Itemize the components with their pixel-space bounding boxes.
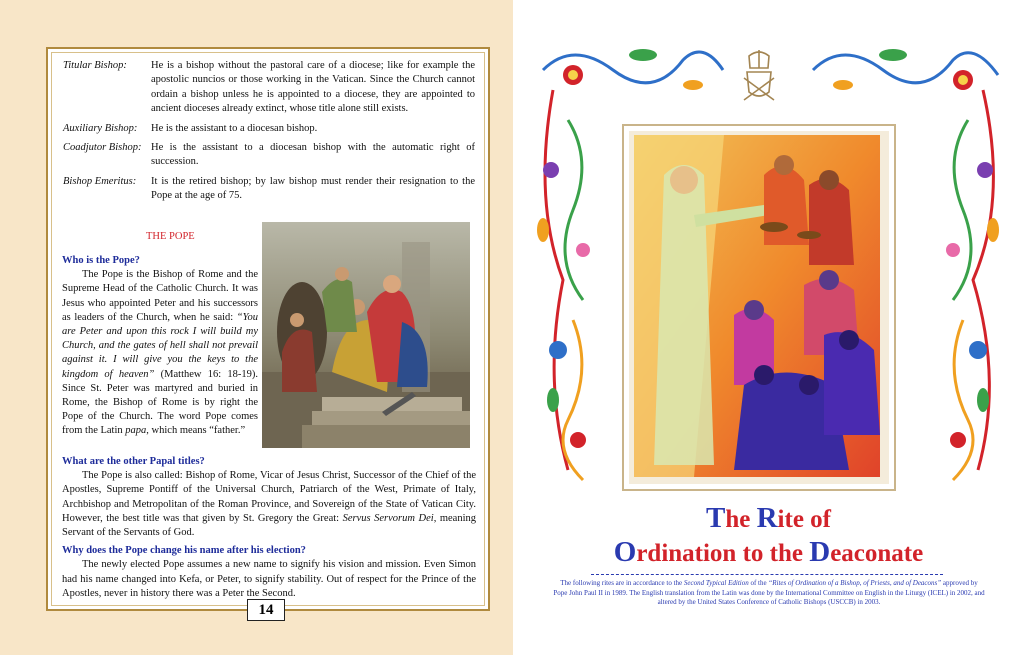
definition-row — [63, 59, 475, 117]
text-run: The following rites are in accordance to the — [560, 579, 684, 587]
definition-term: Auxiliary Bishop: — [63, 122, 138, 134]
dashed-divider — [591, 574, 943, 575]
papal-titles-paragraph — [62, 469, 476, 540]
title-initial: R — [756, 502, 778, 534]
definition-text: He is the assistant to a diocesan bishop with the automatic right of succession. — [151, 142, 475, 168]
title-text: eaconate — [830, 540, 924, 567]
who-is-pope-title: Who is the Pope? — [62, 255, 140, 266]
papal-coat-of-arms — [734, 48, 784, 106]
name-change-title: Why does the Pope change his name after his election? — [62, 545, 306, 557]
definition-term: Bishop Emeritus: — [63, 175, 137, 187]
title-text: ite of — [777, 506, 831, 533]
text-run: The Pope is also called: Bishop of Rome, Vicar of Jesus Christ, Successor of the Chief of the Apostles, Supreme Pontiff of the Universal Church, Patriarch of the West, Primate of Italy, Archbishop and Metropolitan of the Roman Province, and Sovereign of the State of Vatican City. However, the best title was that given by St. Gregory the Great: — [62, 470, 476, 524]
who-is-pope-section — [62, 254, 258, 439]
text-run: , meaning Servant of the Servants of God. — [62, 512, 477, 539]
text-run-italic: “Rites of Ordination of a Bishop, of Priests, and of Deacons” — [768, 579, 942, 587]
intro-note — [553, 579, 985, 608]
name-change-paragraph: The newly elected Pope assumes a new name to signify his vision and mission. Even Simon had his name changed into Kefa, or Peter, to signify stability. Out of respect for the Prince of the Apostles, never in history there was a Peter the Second. — [62, 559, 476, 599]
definition-text: It is the retired bishop; by law bishop must render their resignation to the Pope at the age of 75. — [151, 175, 475, 202]
title-text: rdination to the — [636, 540, 810, 567]
latin-phrase: Servus Servorum Dei — [342, 512, 434, 524]
text-run: The Pope is the Bishop of Rome and the Supreme Head of the Catholic Church. It was Jesus who appointed Peter and his successors as leaders of the Church, when he said: — [62, 269, 258, 323]
definition-text: He is the assistant to a diocesan bishop. — [151, 122, 318, 134]
jesus-and-disciples-illustration — [634, 135, 880, 477]
right-page — [513, 0, 1024, 655]
page-number: 14 — [247, 599, 285, 621]
title-initial: O — [613, 536, 637, 568]
rite-title-line-1 — [513, 502, 1024, 535]
painting-keys-to-peter — [262, 222, 470, 448]
text-run: (Matthew 16: 18-19). Since St. Peter was martyred and buried in Rome, the Bishop of Rome is by right the Pope of the Church. The word Pope comes from the Latin — [62, 368, 259, 437]
rite-title-line-2 — [513, 536, 1024, 569]
pope-heading: THE POPE — [146, 231, 195, 242]
papal-titles-title: What are the other Papal titles? — [62, 456, 205, 467]
title-initial: D — [809, 536, 831, 568]
definition-row — [63, 122, 475, 136]
definition-term: Coadjutor Bishop: — [63, 142, 142, 154]
text-run: approved by Pope John Paul II in 1989. The English translation from the Latin was done by the International Committee on English in the Liturgy (ICEL) in 2002, and altered by the United States Conference of Catholic Bishops (USCCB) in 2003. — [553, 579, 985, 606]
text-run-italic: Second Typical Edition — [683, 579, 749, 587]
title-text: he — [725, 506, 757, 533]
definition-row — [63, 141, 475, 170]
text-run: of the — [748, 579, 769, 587]
definition-term: Titular Bishop: — [63, 60, 127, 71]
papal-titles-section — [62, 455, 476, 605]
definition-row — [63, 175, 475, 204]
text-run: , which means “father.” — [146, 425, 246, 437]
left-text-frame — [46, 47, 490, 611]
title-initial: T — [706, 502, 726, 534]
definition-text: He is a bishop without the pastoral care of a diocese; like for example the apostolic nuncios or those working in the Vatican. Since the Church cannot ordain a bishop unless he is appointed to a diocese, they are appointed to ancient dioceses already extinct, whose title alone still exists. — [151, 60, 475, 115]
scripture-quote: “You are Peter and upon this rock I will build my Church, and the gates of hell shall not prevail against it. I will give you the keys to the kingdom of heaven” — [62, 311, 258, 380]
bishop-definitions — [63, 59, 475, 209]
who-is-pope-paragraph — [62, 268, 258, 438]
latin-word: papa — [125, 425, 147, 437]
